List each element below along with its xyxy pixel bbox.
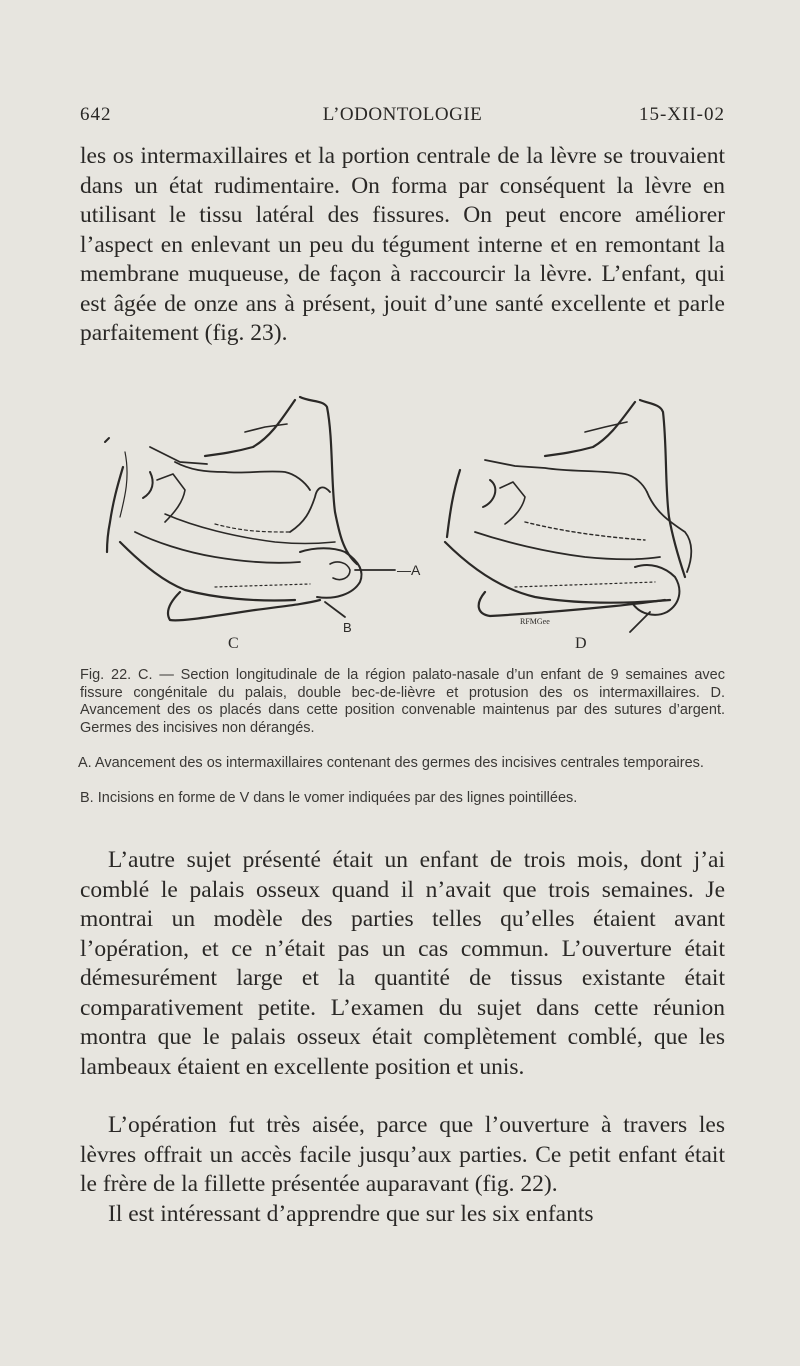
- drawing-c: [107, 397, 395, 620]
- figure-22-illustration: [95, 392, 710, 657]
- figure-caption-a: A. Avancement des os intermaxillaires contenant des germes des incisives centrales temporaires.: [78, 755, 704, 771]
- page-number: 642: [80, 104, 112, 125]
- running-header: [80, 104, 725, 134]
- figure-caption-main: Fig. 22. C. — Section longitudinale de la région palato-nasale d’un enfant de 9 semaines avec fissure congénitale du palais, double bec-de-lièvre et protusion des os intermaxillaires. D. Avancement des os placés dans cette position convenable maintenus par des sutures d’argent. Germes des incisives non dérangés.: [80, 667, 725, 736]
- paragraph-1: les os intermaxillaires et la portion centrale de la lèvre se trouvaient dans un état rudimentaire. On forma par conséquent la lèvre en utilisant le tissu latéral des fissures. On peut encore améliorer l’aspect en enlevant un peu du tégument interne et en remontant la membrane muqueuse, de façon à raccourcir la lèvre. L’enfant, qui est âgée de onze ans à présent, jouit d’une santé excellente et parle parfaitement (fig. 23).: [80, 143, 725, 346]
- figure-label-c: C: [228, 635, 239, 652]
- figure-label-b: B: [343, 620, 352, 635]
- figure-caption-b: B. Incisions en forme de V dans le vomer indiquées par des lignes pointillées.: [80, 790, 578, 806]
- paragraph-2: L’autre sujet présenté était un enfant de trois mois, dont j’ai comblé le palais osseux quand il n’avait que trois semaines. Je montrai un modèle des parties telles qu’elles étaient avant l’opération, et ce n’était pas un cas commun. L’ouverture était démesurément large et la quantité de tissus existante était comparativement petite. L’examen du sujet dans cette réunion montra que le palais osseux était complètement comblé, que les lambeaux étaient en excellente position et unis.: [80, 847, 725, 1080]
- illustrator-signature: RFMGee: [520, 617, 550, 626]
- journal-title: L’ODONTOLOGIE: [322, 104, 483, 125]
- paragraph-4: Il est intéressant d’apprendre que sur les six enfants: [108, 1201, 594, 1227]
- drawing-d: [445, 400, 691, 632]
- issue-date: 15-XII-02: [638, 104, 725, 125]
- paragraph-3: L’opération fut très aisée, parce que l’ouverture à travers les lèvres offrait un accès facile jusqu’aux parties. Ce petit enfant était le frère de la fillette présentée auparavant (fig. 22).: [80, 1112, 725, 1197]
- figure-label-d: D: [575, 635, 587, 652]
- figure-label-a: —A: [397, 562, 421, 578]
